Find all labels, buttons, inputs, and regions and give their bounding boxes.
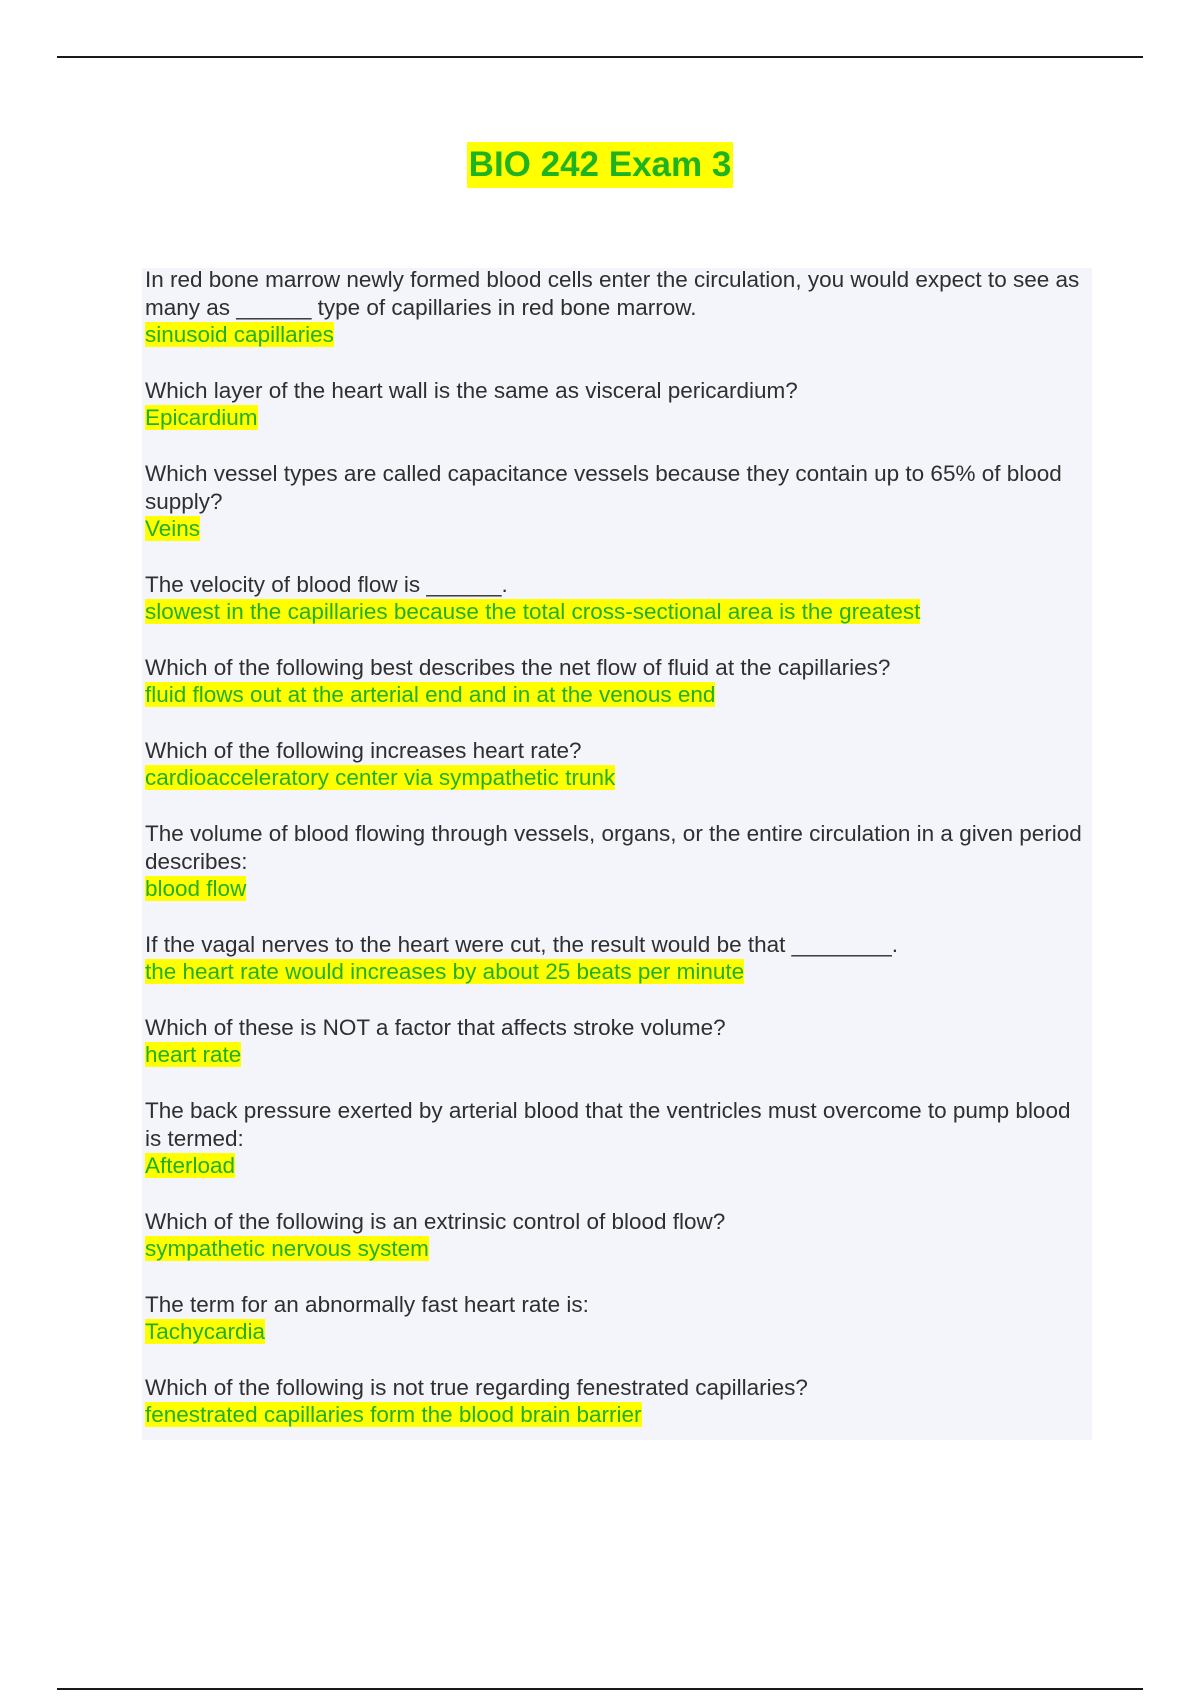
answer-line [145,404,1085,432]
question-text: Which layer of the heart wall is the same as visceral pericardium? [145,378,798,403]
qa-item-13 [145,1374,1085,1429]
answer-line [145,764,1085,792]
question-text: The velocity of blood flow is ______. [145,572,508,597]
answer-highlight: Epicardium [145,405,258,430]
question-text: In red bone marrow newly formed blood cells enter the circulation, you would expect to see as many as ______ type of capillaries in red bone marrow. [145,267,1080,320]
qa-item-6 [145,737,1085,792]
answer-highlight: slowest in the capillaries because the total cross-sectional area is the greatest [145,599,921,624]
qa-item-7 [145,820,1085,903]
question-text: The volume of blood flowing through vessels, organs, or the entire circulation in a given period describes: [145,821,1082,874]
qa-item-4 [145,571,1085,626]
header-rule [57,56,1143,58]
question-text: Which of the following is an extrinsic control of blood flow? [145,1209,726,1234]
title-container [0,142,1200,188]
qa-item-9 [145,1014,1085,1069]
answer-line [145,321,1085,349]
question-text: The term for an abnormally fast heart rate is: [145,1292,589,1317]
qa-item-12 [145,1291,1085,1346]
answer-highlight: fluid flows out at the arterial end and in at the venous end [145,682,716,707]
answer-highlight: fenestrated capillaries form the blood brain barrier [145,1402,642,1427]
qa-list [145,266,1085,1457]
answer-highlight: Tachycardia [145,1319,266,1344]
answer-line [145,958,1085,986]
question-text: Which of the following is not true regarding fenestrated capillaries? [145,1375,808,1400]
answer-highlight: sinusoid capillaries [145,322,334,347]
answer-line [145,1235,1085,1263]
qa-item-10 [145,1097,1085,1180]
qa-item-2 [145,377,1085,432]
qa-item-11 [145,1208,1085,1263]
question-text: The back pressure exerted by arterial blood that the ventricles must overcome to pump blood is termed: [145,1098,1071,1151]
answer-line [145,598,1085,626]
question-text: Which vessel types are called capacitance vessels because they contain up to 65% of blood supply? [145,461,1062,514]
answer-highlight: heart rate [145,1042,242,1067]
qa-item-3 [145,460,1085,543]
answer-highlight: cardioacceleratory center via sympathetic trunk [145,765,616,790]
answer-highlight: blood flow [145,876,247,901]
answer-line [145,515,1085,543]
answer-highlight: sympathetic nervous system [145,1236,429,1261]
qa-item-1 [145,266,1085,349]
answer-highlight: Veins [145,516,201,541]
question-text: Which of the following increases heart rate? [145,738,582,763]
question-text: Which of these is NOT a factor that affects stroke volume? [145,1015,726,1040]
answer-line [145,681,1085,709]
qa-item-8 [145,931,1085,986]
qa-item-5 [145,654,1085,709]
answer-highlight: Afterload [145,1153,236,1178]
answer-line [145,875,1085,903]
document-title: BIO 242 Exam 3 [467,142,734,188]
answer-line [145,1152,1085,1180]
answer-highlight: the heart rate would increases by about 25 beats per minute [145,959,745,984]
question-text: Which of the following best describes the net flow of fluid at the capillaries? [145,655,891,680]
answer-line [145,1401,1085,1429]
footer-rule [57,1688,1143,1690]
answer-line [145,1318,1085,1346]
answer-line [145,1041,1085,1069]
question-text: If the vagal nerves to the heart were cut, the result would be that ________. [145,932,898,957]
